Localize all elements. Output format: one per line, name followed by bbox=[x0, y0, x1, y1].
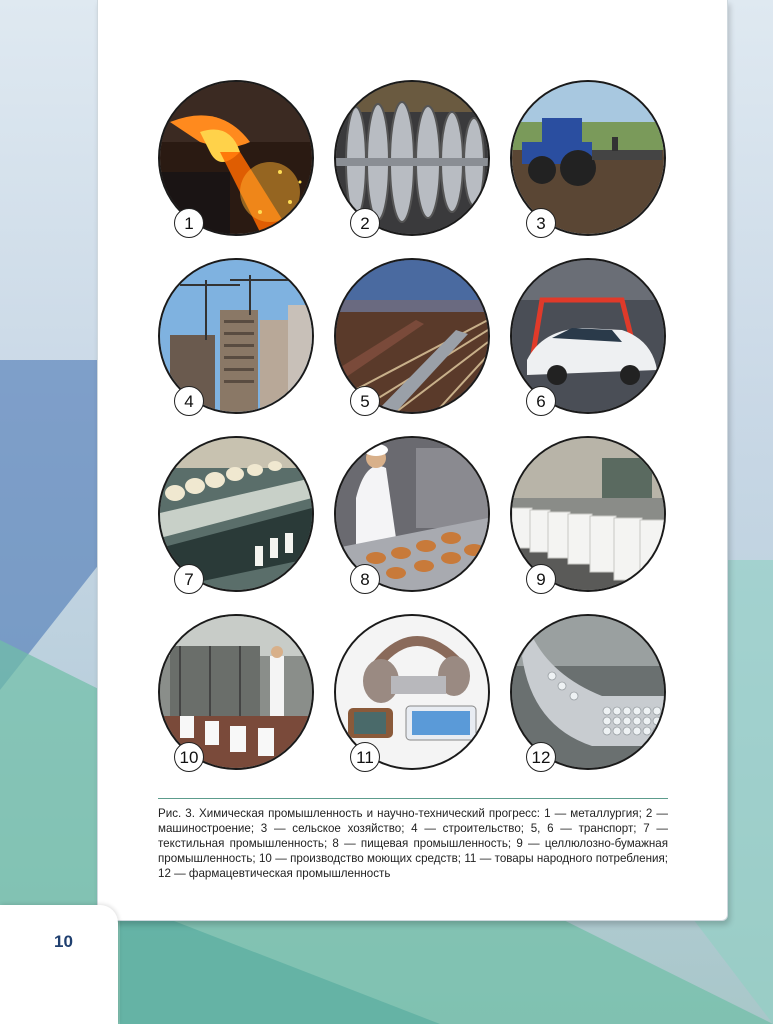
page-number-tab bbox=[0, 905, 118, 1024]
photo-item bbox=[158, 258, 314, 414]
photo-number: 8 bbox=[350, 564, 380, 594]
photo-item bbox=[334, 436, 490, 592]
photo-item bbox=[510, 80, 666, 236]
photo-number: 10 bbox=[174, 742, 204, 772]
photo-number: 1 bbox=[174, 208, 204, 238]
photo-number: 5 bbox=[350, 386, 380, 416]
photo-number: 6 bbox=[526, 386, 556, 416]
photo-item bbox=[158, 436, 314, 592]
photo-item bbox=[510, 436, 666, 592]
page-number: 10 bbox=[54, 932, 73, 951]
photo-item bbox=[334, 80, 490, 236]
photo-item bbox=[334, 614, 490, 770]
textbook-page bbox=[97, 0, 728, 921]
figure-caption: Рис. 3. Химическая промышленность и научно-технический прогресс: 1 — металлургия; 2 — машиностроение; 3 — сельское хозяйство; 4 — строительство; 5, 6 — транспорт; 7 — текстильная промышленность; 8 — пищевая промышленность; 9 — целлюлозно-бумажная промышленность; 10 — производство моющих средств; 11 — товары народного потребления; 12 — фармацевтическая промышленность bbox=[158, 807, 668, 880]
photo-item bbox=[510, 614, 666, 770]
figure-grid bbox=[158, 80, 668, 780]
photo-item bbox=[334, 258, 490, 414]
photo-item bbox=[510, 258, 666, 414]
photo-number: 2 bbox=[350, 208, 380, 238]
photo-number: 11 bbox=[350, 742, 380, 772]
photo-number: 9 bbox=[526, 564, 556, 594]
caption-divider bbox=[158, 798, 668, 799]
photo-number: 4 bbox=[174, 386, 204, 416]
photo-number: 7 bbox=[174, 564, 204, 594]
photo-item bbox=[158, 80, 314, 236]
photo-number: 3 bbox=[526, 208, 556, 238]
photo-number: 12 bbox=[526, 742, 556, 772]
photo-item bbox=[158, 614, 314, 770]
